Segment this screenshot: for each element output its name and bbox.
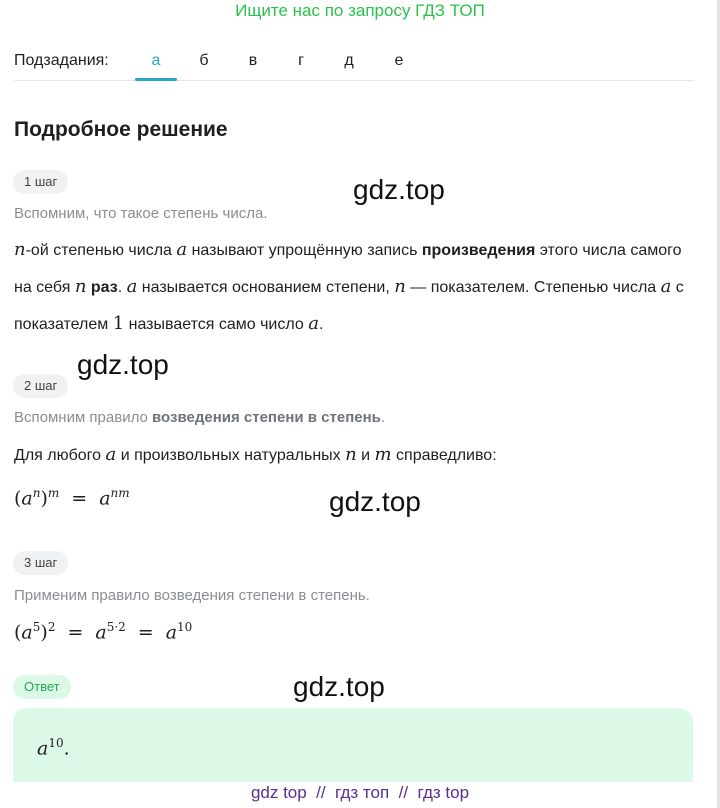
tab-b[interactable]: б xyxy=(199,52,209,69)
promo-banner: Ищите нас по запросу ГДЗ ТОП xyxy=(235,1,485,20)
var-n: n xyxy=(14,239,26,260)
subtasks-bar xyxy=(14,44,694,81)
footer-links: gdz top // гдз топ // гдз top xyxy=(250,783,470,802)
step-1-badge: 1 шаг xyxy=(13,170,68,194)
watermark: gdz.top xyxy=(329,486,421,517)
answer-formula: $a^{10}$. xyxy=(37,736,70,760)
step-1-hint: Вспомним, что такое степень числа. xyxy=(14,205,268,222)
solution-heading: Подробное решение xyxy=(14,118,228,141)
step-3-hint: Применим правило возведения степени в степень. xyxy=(14,587,370,604)
subtasks-label: Подзадания: xyxy=(14,52,109,69)
step-1-text: n-ой степенью числа a называют упрощённую запись произведения этого числа самого на себя n раз. a называется основанием степени, n — показателем. Степенью числа a с показателем 1 называется само число a. xyxy=(14,239,684,334)
step-2-badge: 2 шаг xyxy=(13,374,68,398)
tab-v[interactable]: в xyxy=(248,52,258,69)
watermark: gdz.top xyxy=(77,349,169,380)
answer-badge: Ответ xyxy=(13,675,71,699)
tab-g[interactable]: г xyxy=(298,52,304,69)
tab-a[interactable]: а xyxy=(151,52,161,69)
answer-box xyxy=(13,708,693,782)
step-3-badge: 3 шаг xyxy=(13,551,68,575)
active-tab-indicator xyxy=(135,78,177,81)
step-2-formula: $(a^n)^m = a^{nm}$ xyxy=(14,486,130,510)
step-2-text: Для любого a и произвольных натуральных n и m справедливо: xyxy=(14,444,497,465)
tab-e[interactable]: е xyxy=(394,52,404,69)
step-3-formula: $(a^5)^2 = a^{5\cdot 2} = a^{10}$ xyxy=(14,620,193,644)
tab-d[interactable]: д xyxy=(344,52,354,69)
step-2-hint: Вспомним правило возведения степени в степень. xyxy=(14,409,386,426)
watermark: gdz.top xyxy=(293,671,385,702)
watermark: gdz.top xyxy=(353,174,445,205)
